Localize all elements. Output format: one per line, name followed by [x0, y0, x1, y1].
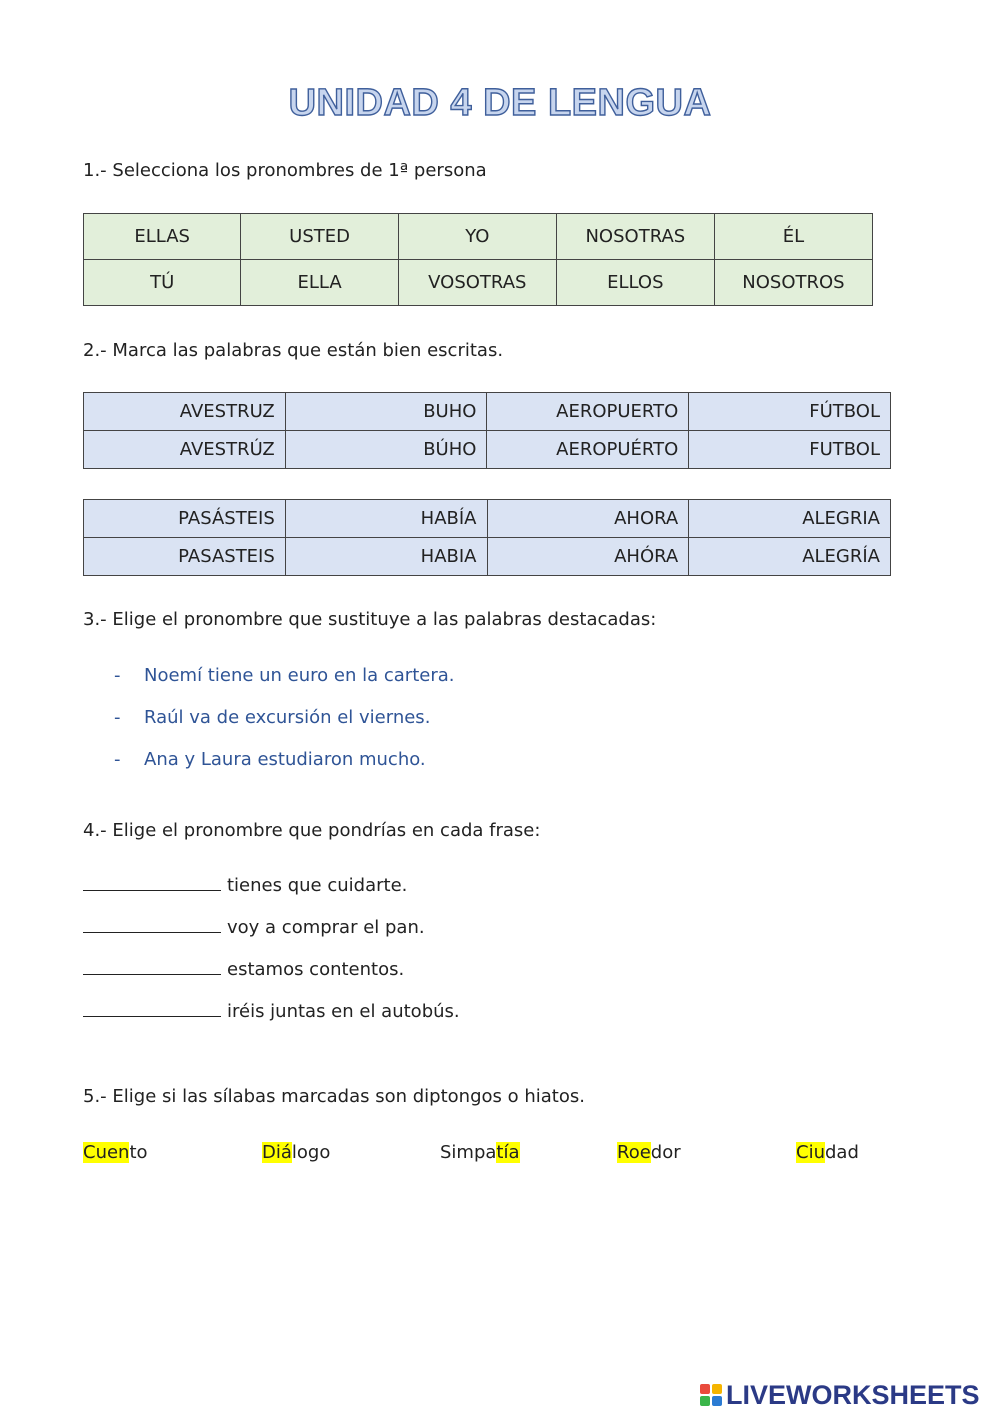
liveworksheets-logo — [700, 1380, 980, 1410]
fill-in-item — [83, 875, 407, 896]
spelling-table-b — [83, 499, 891, 576]
word-part: dad — [824, 1142, 859, 1163]
pronoun-cell[interactable]: ELLOS — [556, 260, 714, 306]
word-cell[interactable]: PASASTEIS — [84, 538, 286, 576]
blank-field[interactable] — [83, 876, 221, 891]
page-title: UNIDAD 4 DE LENGUA — [288, 82, 712, 124]
sentence-text: voy a comprar el pan. — [227, 917, 425, 938]
word-part: dor — [650, 1142, 681, 1163]
fill-in-item — [83, 1001, 460, 1022]
liveworksheets-logo-icon — [700, 1384, 722, 1406]
pronoun-cell[interactable]: VOSOTRAS — [398, 260, 556, 306]
list-dash: - — [114, 707, 121, 728]
highlighted-syllable: Roe — [617, 1142, 651, 1163]
table-row — [84, 393, 891, 431]
spelling-table-a — [83, 392, 891, 469]
question-2-prompt: 2.- Marca las palabras que están bien escritas. — [83, 340, 504, 361]
fill-in-item — [83, 959, 404, 980]
syllable-word[interactable] — [440, 1142, 520, 1163]
word-cell[interactable]: AHORA — [487, 500, 689, 538]
sentence-text: Raúl va de excursión el viernes. — [144, 707, 431, 728]
syllable-word[interactable] — [262, 1142, 330, 1163]
blank-field[interactable] — [83, 918, 221, 933]
sentence-text: Ana y Laura estudiaron mucho. — [144, 749, 426, 770]
syllable-word[interactable] — [83, 1142, 148, 1163]
blank-field[interactable] — [83, 1002, 221, 1017]
word-cell[interactable]: ALEGRIA — [689, 500, 891, 538]
highlighted-syllable: Diá — [262, 1142, 292, 1163]
pronoun-cell[interactable]: USTED — [241, 214, 398, 260]
question-5-prompt: 5.- Elige si las sílabas marcadas son diptongos o hiatos. — [83, 1086, 585, 1107]
syllable-word[interactable] — [617, 1142, 681, 1163]
pronoun-cell[interactable]: NOSOTRAS — [556, 214, 714, 260]
table-row — [84, 214, 873, 260]
highlighted-syllable: Ciu — [796, 1142, 825, 1163]
word-cell[interactable]: PASÁSTEIS — [84, 500, 286, 538]
syllable-word[interactable] — [796, 1142, 859, 1163]
word-cell[interactable]: AEROPUERTO — [487, 393, 689, 431]
table-row — [84, 538, 891, 576]
sentence-text: iréis juntas en el autobús. — [227, 1001, 460, 1022]
word-cell[interactable]: AVESTRUZ — [84, 393, 286, 431]
list-dash: - — [114, 665, 121, 686]
question-1-prompt: 1.- Selecciona los pronombres de 1ª persona — [83, 160, 487, 181]
list-dash: - — [114, 749, 121, 770]
word-cell[interactable]: BÚHO — [285, 431, 487, 469]
blank-field[interactable] — [83, 960, 221, 975]
word-cell[interactable]: ALEGRÍA — [689, 538, 891, 576]
question-4-prompt: 4.- Elige el pronombre que pondrías en cada frase: — [83, 820, 541, 841]
pronoun-selection-table — [83, 213, 873, 306]
word-cell[interactable]: FUTBOL — [689, 431, 891, 469]
word-cell[interactable]: HABIA — [285, 538, 487, 576]
word-cell[interactable]: FÚTBOL — [689, 393, 891, 431]
word-cell[interactable]: AHÓRA — [487, 538, 689, 576]
pronoun-cell[interactable]: ÉL — [714, 214, 872, 260]
word-part: logo — [291, 1142, 331, 1163]
word-part: Simpa — [440, 1142, 497, 1163]
highlighted-syllable: Cuen — [83, 1142, 130, 1163]
pronoun-cell[interactable]: NOSOTROS — [714, 260, 872, 306]
pronoun-cell[interactable]: YO — [398, 214, 556, 260]
sentence-text: tienes que cuidarte. — [227, 875, 408, 896]
word-cell[interactable]: BUHO — [285, 393, 487, 431]
pronoun-cell[interactable]: TÚ — [84, 260, 241, 306]
sentence-text: Noemí tiene un euro en la cartera. — [144, 665, 455, 686]
table-row — [84, 500, 891, 538]
table-row — [84, 431, 891, 469]
fill-in-item — [83, 917, 425, 938]
list-item[interactable] — [114, 665, 454, 686]
list-item[interactable] — [114, 749, 426, 770]
word-cell[interactable]: AEROPUÉRTO — [487, 431, 689, 469]
highlighted-syllable: tía — [496, 1142, 520, 1163]
word-cell[interactable]: HABÍA — [285, 500, 487, 538]
table-row — [84, 260, 873, 306]
word-part: to — [129, 1142, 148, 1163]
pronoun-cell[interactable]: ELLAS — [84, 214, 241, 260]
list-item[interactable] — [114, 707, 430, 728]
word-cell[interactable]: AVESTRÚZ — [84, 431, 286, 469]
logo-text: LIVEWORKSHEETS — [726, 1379, 980, 1410]
sentence-text: estamos contentos. — [227, 959, 405, 980]
question-3-prompt: 3.- Elige el pronombre que sustituye a las palabras destacadas: — [83, 609, 657, 630]
pronoun-cell[interactable]: ELLA — [241, 260, 398, 306]
